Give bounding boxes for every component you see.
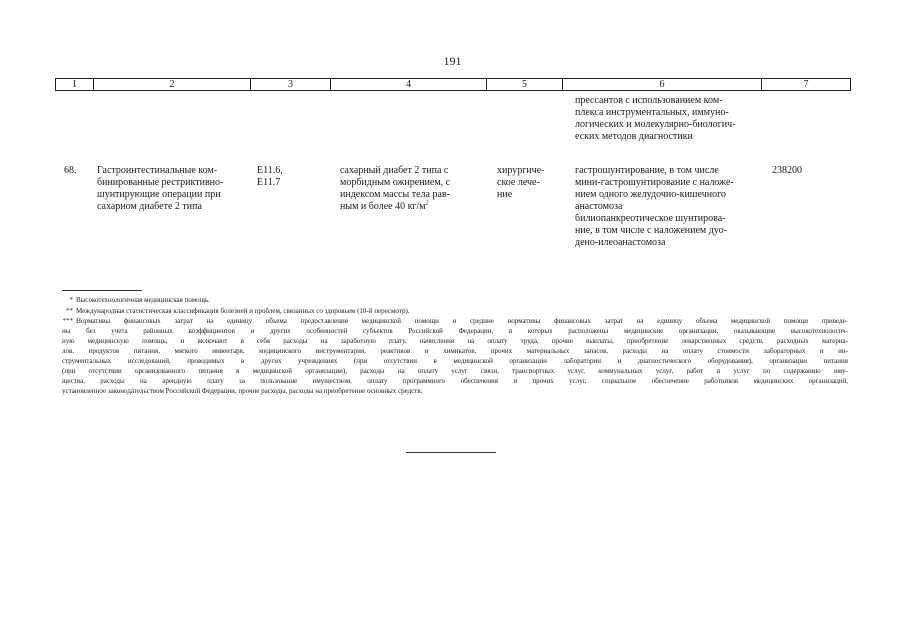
- intervention-name-line: Гастроинтестинальные ком-: [97, 165, 218, 176]
- footnote-2: [66, 306, 410, 316]
- column-number-6: 6: [563, 79, 762, 90]
- footnote-3-line: (при отсутствии организованного питания в медицинской организации), расходы на оплату услуг связи, транспортных услуг, коммунальных услуг, работ и услуг по содержанию иму-: [62, 367, 848, 375]
- patient-model-text: ным и более 40 кг/м: [340, 201, 426, 212]
- treatment-type-line: хирургиче-: [497, 165, 545, 176]
- treatment-method-line: анастомоза: [575, 201, 623, 212]
- footnote-1-text: Высокотехнологичная медицинская помощь.: [76, 296, 210, 304]
- column-number-3: 3: [251, 79, 331, 90]
- intervention-name-line: сахарном диабете 2 типа: [97, 201, 202, 212]
- footnote-3: [62, 316, 848, 396]
- footnote-2-text: Международная статистическая классификация болезней и проблем, связанных со здоровьем (10-й пересмотр).: [76, 307, 410, 315]
- footnote-3-line: лов, продуктов питания, мягкого инвентаря, медицинского инструментария, реактивов и химикатов, прочих материальных запасов, расходы на оплату стоимости лабораторных и ин-: [62, 347, 848, 355]
- icd-code: E11.6,: [257, 165, 283, 176]
- treatment-method-line: дено-илеоанастомоза: [575, 237, 666, 248]
- page-number: 191: [443, 54, 462, 68]
- intervention-name-cell: [97, 165, 245, 213]
- treatment-method-line: билиопанкреотическое шунтирова-: [575, 213, 726, 224]
- treatment-method-line: ние, в том числе с наложением дуо-: [575, 225, 727, 236]
- treatment-type-cell: [497, 165, 565, 201]
- treatment-method-line: гастрошунтирование, в том числе: [575, 165, 719, 176]
- patient-model-line: морбидным ожирением, с: [340, 177, 451, 188]
- column-number-5: 5: [487, 79, 563, 90]
- column-number-1: 1: [56, 79, 94, 90]
- continued-method-line: прессантов с использованием ком-: [575, 95, 723, 106]
- table-column-number-header: [55, 78, 851, 91]
- treatment-method-cell: [575, 165, 765, 249]
- footnote-3-mark: ***: [62, 317, 73, 325]
- footnote-3-line: ную медицинскую помощь, и включают в себя расходы на заработную плату, начисления на оплату труда, прочие выплаты, приобретение лекарственных средств, расходных материа-: [62, 337, 848, 345]
- cost-standard-amount: 238200: [772, 165, 802, 176]
- treatment-type-line: ние: [497, 189, 513, 200]
- continued-method-line: еских методов диагностики: [575, 131, 693, 142]
- row-number: 68.: [64, 165, 77, 176]
- end-of-document-rule: [406, 452, 496, 453]
- footnote-3-line: струментальных исследований, проводимых в других учреждениях (при отсутствии в медицинской организации лаборатории и диагностического оборудования), организации питания: [62, 357, 848, 365]
- footnote-1-mark: *: [69, 296, 73, 304]
- footnote-3-line: щества, расходы на арендную плату за пользование имуществом, оплату программного обеспечения и прочих услуг, социальное обеспечение работников медицинских организаций,: [62, 377, 848, 385]
- treatment-type-line: ское лече-: [497, 177, 540, 188]
- icd-codes-cell: [257, 165, 297, 189]
- patient-model-line: индексом массы тела рав-: [340, 189, 450, 200]
- column-number-2: 2: [94, 79, 251, 90]
- treatment-method-line: мини-гастрошунтирование с наложе-: [575, 177, 734, 188]
- intervention-name-line: шунтирующие операции при: [97, 189, 221, 200]
- continued-method-cell: [575, 95, 765, 143]
- continued-method-line: логических и молекулярно-биологич-: [575, 119, 736, 130]
- column-number-4: 4: [331, 79, 487, 90]
- footnote-3-line: ны без учета районных коэффициентов и других особенностей субъектов Российской Федерации, в которых расположены медицинские организации, оказывающие высокотехнологич-: [62, 327, 848, 335]
- column-number-7: 7: [762, 79, 851, 90]
- footnote-1: [69, 295, 210, 305]
- patient-model-line-last: [340, 201, 490, 213]
- icd-code: E11.7: [257, 177, 281, 188]
- footnote-2-mark: **: [66, 307, 73, 315]
- patient-model-line: сахарный диабет 2 типа с: [340, 165, 449, 176]
- treatment-method-line: нием одного желудочно-кишечного: [575, 189, 726, 200]
- patient-model-cell: [340, 165, 490, 213]
- continued-method-line: плекса инструментальных, иммуно-: [575, 107, 729, 118]
- footnote-3-line: Нормативы финансовых затрат на единицу объема предоставления медицинской помощи и средние нормативы финансовых затрат на единицу объема медицинской помощи приведе-: [76, 317, 848, 325]
- intervention-name-line: бинированные рестриктивно-: [97, 177, 224, 188]
- footnote-separator: [62, 290, 142, 291]
- footnote-3-line: установленное законодательством Российской Федерации, прочие расходы, расходы на приобретение основных средств.: [62, 387, 423, 395]
- superscript-two: 2: [425, 200, 429, 207]
